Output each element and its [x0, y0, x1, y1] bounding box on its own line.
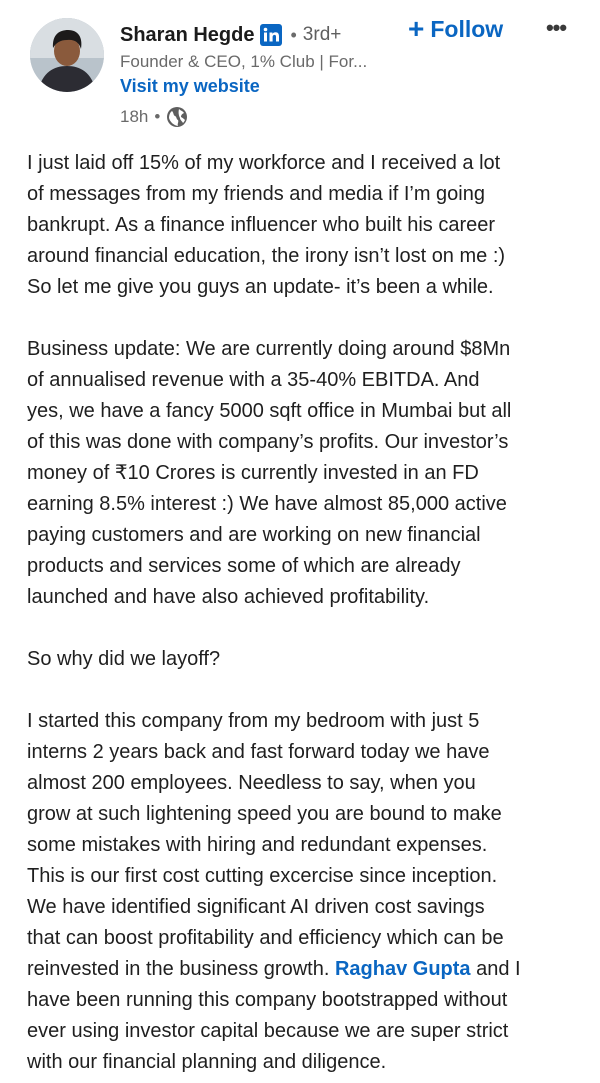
- post-line: of annualised revenue with a 35-40% EBITDA. And: [27, 369, 480, 391]
- connection-degree: 3rd+: [302, 24, 342, 45]
- post-paragraph: [27, 334, 587, 613]
- post-line: that can boost profitability and efficiency which can be: [27, 927, 504, 949]
- author-avatar[interactable]: [30, 18, 104, 92]
- follow-button[interactable]: [408, 14, 503, 44]
- follow-label: Follow: [430, 15, 504, 42]
- post-line: So let me give you guys an update- it’s been a while.: [27, 276, 494, 298]
- post-line: products and services some of which are already: [27, 555, 461, 577]
- author-name[interactable]: Sharan Hegde: [120, 23, 255, 46]
- post-line: bankrupt. As a finance influencer who built his career: [27, 214, 496, 236]
- post-line: money of ₹10 Crores is currently invested in an FD: [27, 462, 479, 484]
- post-line: almost 200 employees. Needless to say, when you: [27, 772, 476, 794]
- post-line: of this was done with company’s profits. Our investor’s: [27, 431, 509, 453]
- author-headline: Founder & CEO, 1% Club | For...: [120, 52, 368, 71]
- post-paragraph: [27, 706, 587, 1078]
- post-line: paying customers and are working on new financial: [27, 524, 481, 546]
- linkedin-icon: [260, 24, 282, 46]
- post-line: This is our first cost cutting excercise since inception.: [27, 865, 498, 887]
- post-line: I started this company from my bedroom with just 5: [27, 710, 480, 732]
- post-line: some mistakes with hiring and redundant expenses.: [27, 834, 488, 856]
- visit-website-link[interactable]: Visit my website: [120, 76, 260, 96]
- post-line: have been running this company bootstrapped without: [27, 989, 508, 1011]
- post-line: of messages from my friends and media if I’m going: [27, 183, 485, 205]
- plus-icon: +: [408, 13, 425, 44]
- avatar-photo: [30, 18, 104, 92]
- post-line: I just laid off 15% of my workforce and I received a lot: [27, 152, 501, 174]
- post-line: grow at such lightening speed you are bound to make: [27, 803, 502, 825]
- post-line: around financial education, the irony isn’t lost on me :): [27, 245, 506, 267]
- post-paragraph: [27, 644, 587, 675]
- separator-dot: •: [290, 24, 297, 45]
- post-line: interns 2 years back and fast forward today we have: [27, 741, 490, 763]
- globe-icon: [166, 106, 188, 128]
- ellipsis-icon[interactable]: •••: [545, 15, 567, 40]
- separator-dot: •: [154, 107, 161, 126]
- post-line-with-mention: [27, 954, 587, 985]
- post-line: launched and have also achieved profitability.: [27, 586, 430, 608]
- post-line: We have identified significant AI driven cost savings: [27, 896, 485, 918]
- post-line: So why did we layoff?: [27, 648, 221, 670]
- author-name-row: [120, 22, 341, 48]
- post-line: Business update: We are currently doing around $8Mn: [27, 338, 511, 360]
- post-paragraph: [27, 148, 587, 303]
- post-line: with our financial planning and diligence.: [27, 1051, 387, 1073]
- post-meta: [120, 105, 188, 129]
- post-text: and I: [470, 958, 521, 980]
- post-time: 18h: [120, 107, 149, 126]
- post-body: [27, 148, 587, 1083]
- post-line: earning 8.5% interest :) We have almost 85,000 active: [27, 493, 507, 515]
- mention-link[interactable]: Raghav Gupta: [334, 958, 471, 980]
- post-line: yes, we have a fancy 5000 sqft office in Mumbai but all: [27, 400, 512, 422]
- post-text: reinvested in the business growth.: [27, 958, 335, 980]
- post-line: ever using investor capital because we are super strict: [27, 1020, 509, 1042]
